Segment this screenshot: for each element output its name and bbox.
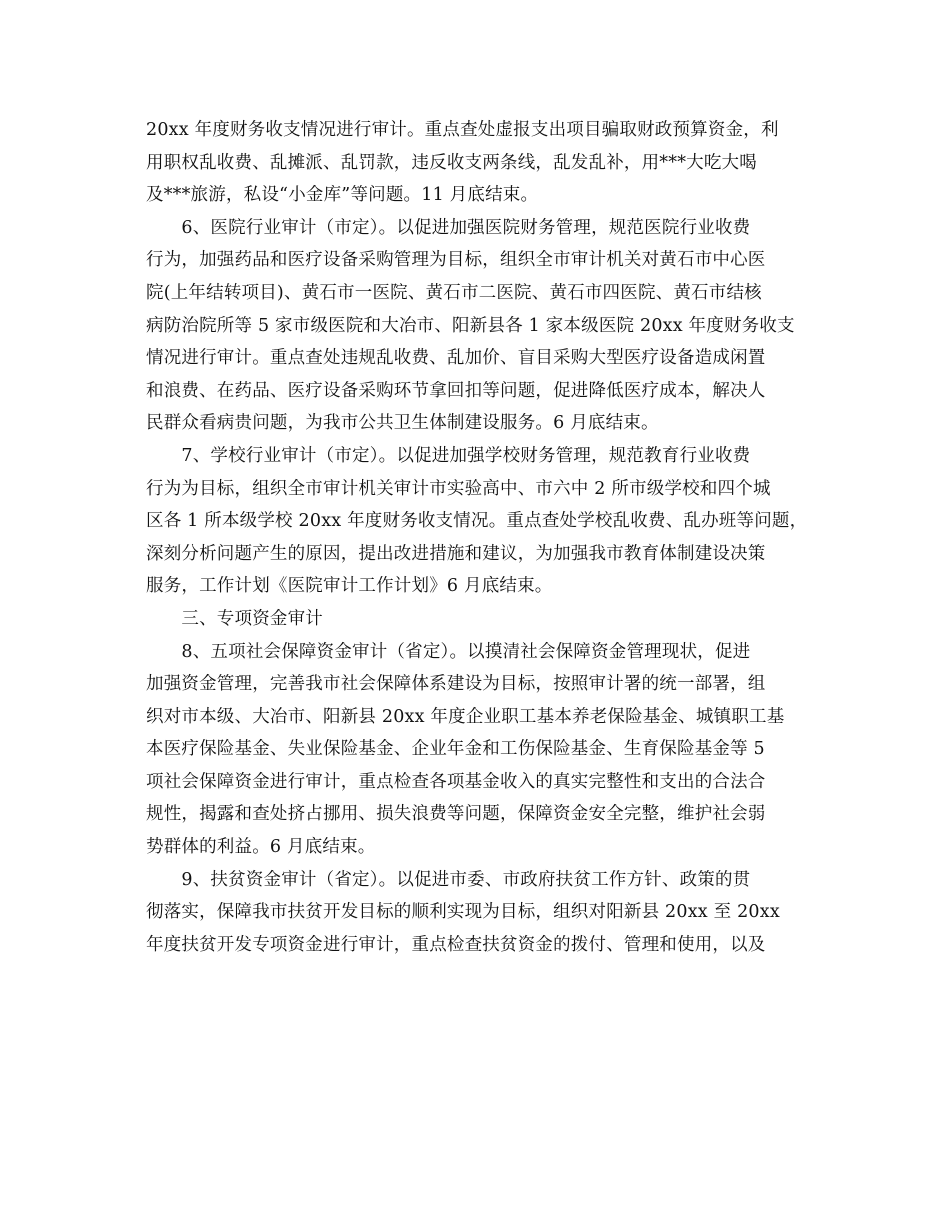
section-heading: 三、专项资金审计 <box>146 608 323 629</box>
document-body <box>146 114 816 961</box>
paragraph-social-security-audit: 8、五项社会保障资金审计（省定）。以摸清社会保障资金管理现状，促进 <box>146 641 751 662</box>
text-line: 用职权乱收费、乱摊派、乱罚款，违反收支两条线，乱发乱补，用***大吃大喝 <box>146 152 757 173</box>
text-line: 和浪费、在药品、医疗设备采购环节拿回扣等问题，促进降低医疗成本，解决人 <box>146 380 766 401</box>
paragraph-hospital-audit: 6、医院行业审计（市定）。以促进加强医院财务管理，规范医院行业收费 <box>146 217 751 238</box>
text-line: 及***旅游，私设“小金库”等问题。11 月底结束。 <box>146 185 539 206</box>
text-line: 病防治院所等 5 家市级医院和大冶市、阳新县各 1 家本级医院 20xx 年度财务收支 <box>146 315 795 336</box>
paragraph-poverty-fund-audit: 9、扶贫资金审计（省定）。以促进市委、市政府扶贫工作方针、政策的贯 <box>146 869 751 890</box>
paragraph-school-audit: 7、学校行业审计（市定）。以促进加强学校财务管理，规范教育行业收费 <box>146 445 751 466</box>
text-line: 区各 1 所本级学校 20xx 年度财务收支情况。重点查处学校乱收费、乱办班等问题， <box>146 511 808 532</box>
text-line: 行为为目标，组织全市审计机关审计市实验高中、市六中 2 所市级学校和四个城 <box>146 478 771 499</box>
text-line: 院(上年结转项目)、黄石市一医院、黄石市二医院、黄石市四医院、黄石市结核 <box>146 282 762 303</box>
text-line: 本医疗保险基金、失业保险基金、企业年金和工伤保险基金、生育保险基金等 5 <box>146 739 765 760</box>
text-line: 织对市本级、大冶市、阳新县 20xx 年度企业职工基本养老保险基金、城镇职工基 <box>146 706 785 727</box>
text-line: 项社会保障资金进行审计，重点检查各项基金收入的真实完整性和支出的合法合 <box>146 771 766 792</box>
text-line: 服务，工作计划《医院审计工作计划》6 月底结束。 <box>146 576 553 597</box>
text-line: 彻落实，保障我市扶贫开发目标的顺利实现为目标，组织对阳新县 20xx 至 20xx <box>146 902 780 923</box>
text-line: 民群众看病贵问题，为我市公共卫生体制建设服务。6 月底结束。 <box>146 413 659 434</box>
text-line: 年度扶贫开发专项资金进行审计，重点检查扶贫资金的拨付、管理和使用，以及 <box>146 934 766 955</box>
text-line: 加强资金管理，完善我市社会保障体系建设为目标，按照审计署的统一部署，组 <box>146 674 766 695</box>
text-line: 20xx 年度财务收支情况进行审计。重点查处虚报支出项目骗取财政预算资金，利 <box>146 120 779 140</box>
text-line: 情况进行审计。重点查处违规乱收费、乱加价、盲目采购大型医疗设备造成闲置 <box>146 348 766 369</box>
text-line: 深刻分析问题产生的原因，提出改进措施和建议，为加强我市教育体制建设决策 <box>146 543 766 564</box>
text-line: 势群体的利益。6 月底结束。 <box>146 837 376 858</box>
text-line: 规性，揭露和查处挤占挪用、损失浪费等问题，保障资金安全完整，维护社会弱 <box>146 804 766 825</box>
text-line: 行为，加强药品和医疗设备采购管理为目标，组织全市审计机关对黄石市中心医 <box>146 250 766 271</box>
